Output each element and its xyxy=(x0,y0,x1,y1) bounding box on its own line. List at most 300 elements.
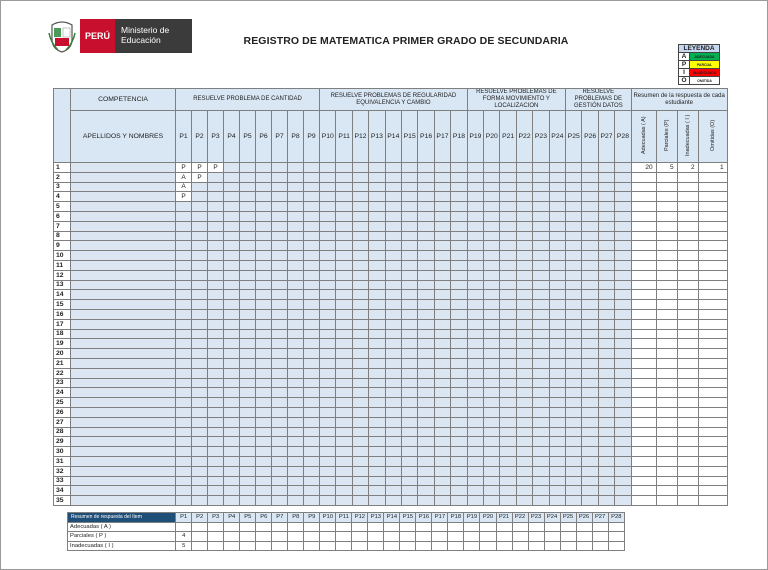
answer-cell[interactable] xyxy=(402,192,418,202)
answer-cell[interactable] xyxy=(288,407,304,417)
student-name-cell[interactable] xyxy=(71,447,176,457)
answer-cell[interactable] xyxy=(467,260,483,270)
answer-cell[interactable] xyxy=(256,358,272,368)
answer-cell[interactable] xyxy=(385,319,401,329)
answer-cell[interactable] xyxy=(598,211,614,221)
answer-cell[interactable] xyxy=(288,319,304,329)
student-name-cell[interactable] xyxy=(71,388,176,398)
answer-cell[interactable] xyxy=(336,329,352,339)
answer-cell[interactable] xyxy=(369,339,385,349)
answer-cell[interactable] xyxy=(176,486,192,496)
answer-cell[interactable] xyxy=(434,368,450,378)
answer-cell[interactable] xyxy=(549,358,565,368)
answer-cell[interactable] xyxy=(272,339,288,349)
answer-cell[interactable] xyxy=(224,241,240,251)
answer-cell[interactable] xyxy=(582,290,598,300)
answer-cell[interactable] xyxy=(451,388,468,398)
answer-cell[interactable] xyxy=(304,388,320,398)
answer-cell[interactable] xyxy=(402,349,418,359)
answer-cell[interactable] xyxy=(516,388,532,398)
answer-cell[interactable] xyxy=(369,300,385,310)
answer-cell[interactable] xyxy=(385,309,401,319)
student-name-cell[interactable] xyxy=(71,202,176,212)
answer-cell[interactable] xyxy=(369,319,385,329)
student-name-cell[interactable] xyxy=(71,182,176,192)
answer-cell[interactable] xyxy=(434,172,450,182)
answer-cell[interactable] xyxy=(533,251,549,261)
answer-cell[interactable] xyxy=(385,260,401,270)
answer-cell[interactable] xyxy=(516,358,532,368)
answer-cell[interactable] xyxy=(256,290,272,300)
answer-cell[interactable] xyxy=(582,476,598,486)
answer-cell[interactable] xyxy=(418,496,434,506)
answer-cell[interactable] xyxy=(256,270,272,280)
answer-cell[interactable] xyxy=(549,339,565,349)
answer-cell[interactable] xyxy=(615,163,631,173)
answer-cell[interactable] xyxy=(336,417,352,427)
answer-cell[interactable] xyxy=(418,182,434,192)
answer-cell[interactable] xyxy=(566,329,582,339)
student-name-cell[interactable] xyxy=(71,309,176,319)
answer-cell[interactable] xyxy=(208,496,224,506)
answer-cell[interactable] xyxy=(385,270,401,280)
answer-cell[interactable] xyxy=(240,368,256,378)
answer-cell[interactable] xyxy=(566,221,582,231)
answer-cell[interactable] xyxy=(582,339,598,349)
answer-cell[interactable] xyxy=(615,496,631,506)
answer-cell[interactable] xyxy=(256,496,272,506)
answer-cell[interactable] xyxy=(352,172,368,182)
answer-cell[interactable] xyxy=(418,260,434,270)
answer-cell[interactable] xyxy=(288,251,304,261)
answer-cell[interactable] xyxy=(418,280,434,290)
answer-cell[interactable] xyxy=(272,192,288,202)
answer-cell[interactable] xyxy=(402,456,418,466)
answer-cell[interactable] xyxy=(582,486,598,496)
answer-cell[interactable] xyxy=(434,427,450,437)
answer-cell[interactable] xyxy=(549,398,565,408)
student-name-cell[interactable] xyxy=(71,270,176,280)
answer-cell[interactable] xyxy=(320,417,336,427)
answer-cell[interactable] xyxy=(272,172,288,182)
answer-cell[interactable] xyxy=(582,398,598,408)
answer-cell[interactable] xyxy=(533,456,549,466)
answer-cell[interactable] xyxy=(385,496,401,506)
answer-cell[interactable] xyxy=(192,192,208,202)
answer-cell[interactable] xyxy=(272,309,288,319)
answer-cell[interactable] xyxy=(467,280,483,290)
answer-cell[interactable] xyxy=(434,378,450,388)
answer-cell[interactable] xyxy=(320,447,336,457)
answer-cell[interactable] xyxy=(272,496,288,506)
answer-cell[interactable] xyxy=(288,329,304,339)
answer-cell[interactable] xyxy=(224,368,240,378)
answer-cell[interactable] xyxy=(272,163,288,173)
answer-cell[interactable] xyxy=(484,231,500,241)
answer-cell[interactable] xyxy=(533,329,549,339)
answer-cell[interactable] xyxy=(484,427,500,437)
answer-cell[interactable] xyxy=(320,486,336,496)
answer-cell[interactable] xyxy=(272,358,288,368)
answer-cell[interactable] xyxy=(208,476,224,486)
student-name-cell[interactable] xyxy=(71,163,176,173)
answer-cell[interactable] xyxy=(352,466,368,476)
answer-cell[interactable] xyxy=(336,349,352,359)
answer-cell[interactable] xyxy=(598,280,614,290)
answer-cell[interactable] xyxy=(176,300,192,310)
answer-cell[interactable] xyxy=(402,486,418,496)
answer-cell[interactable] xyxy=(240,476,256,486)
answer-cell[interactable] xyxy=(385,427,401,437)
answer-cell[interactable] xyxy=(240,300,256,310)
answer-cell[interactable] xyxy=(208,427,224,437)
answer-cell[interactable] xyxy=(549,300,565,310)
answer-cell[interactable] xyxy=(240,466,256,476)
answer-cell[interactable] xyxy=(418,339,434,349)
answer-cell[interactable] xyxy=(176,319,192,329)
answer-cell[interactable] xyxy=(304,270,320,280)
answer-cell[interactable] xyxy=(467,456,483,466)
answer-cell[interactable] xyxy=(516,447,532,457)
answer-cell[interactable] xyxy=(208,466,224,476)
answer-cell[interactable] xyxy=(598,368,614,378)
answer-cell[interactable] xyxy=(352,388,368,398)
answer-cell[interactable] xyxy=(533,241,549,251)
answer-cell[interactable] xyxy=(500,417,516,427)
answer-cell[interactable] xyxy=(615,466,631,476)
answer-cell[interactable] xyxy=(240,251,256,261)
answer-cell[interactable] xyxy=(516,456,532,466)
answer-cell[interactable] xyxy=(192,290,208,300)
answer-cell[interactable] xyxy=(566,300,582,310)
answer-cell[interactable] xyxy=(615,339,631,349)
answer-cell[interactable] xyxy=(549,437,565,447)
student-name-cell[interactable] xyxy=(71,241,176,251)
answer-cell[interactable] xyxy=(484,329,500,339)
student-name-cell[interactable] xyxy=(71,251,176,261)
answer-cell[interactable] xyxy=(566,358,582,368)
answer-cell[interactable] xyxy=(500,388,516,398)
answer-cell[interactable] xyxy=(516,290,532,300)
answer-cell[interactable] xyxy=(516,407,532,417)
answer-cell[interactable] xyxy=(467,221,483,231)
answer-cell[interactable] xyxy=(566,211,582,221)
answer-cell[interactable] xyxy=(418,329,434,339)
answer-cell[interactable] xyxy=(582,182,598,192)
answer-cell[interactable] xyxy=(176,309,192,319)
answer-cell[interactable] xyxy=(549,241,565,251)
answer-cell[interactable] xyxy=(484,251,500,261)
answer-cell[interactable] xyxy=(402,260,418,270)
answer-cell[interactable] xyxy=(208,221,224,231)
answer-cell[interactable] xyxy=(402,417,418,427)
answer-cell[interactable] xyxy=(615,290,631,300)
answer-cell[interactable] xyxy=(533,417,549,427)
answer-cell[interactable] xyxy=(434,447,450,457)
student-name-cell[interactable] xyxy=(71,476,176,486)
answer-cell[interactable] xyxy=(224,427,240,437)
answer-cell[interactable] xyxy=(256,221,272,231)
answer-cell[interactable] xyxy=(549,349,565,359)
answer-cell[interactable] xyxy=(402,309,418,319)
answer-cell[interactable] xyxy=(566,427,582,437)
answer-cell[interactable] xyxy=(288,270,304,280)
student-name-cell[interactable] xyxy=(71,466,176,476)
answer-cell[interactable] xyxy=(352,231,368,241)
answer-cell[interactable] xyxy=(615,300,631,310)
answer-cell[interactable] xyxy=(533,358,549,368)
answer-cell[interactable] xyxy=(516,182,532,192)
answer-cell[interactable] xyxy=(566,417,582,427)
answer-cell[interactable] xyxy=(320,182,336,192)
answer-cell[interactable] xyxy=(352,290,368,300)
answer-cell[interactable] xyxy=(224,466,240,476)
answer-cell[interactable] xyxy=(615,221,631,231)
answer-cell[interactable] xyxy=(467,447,483,457)
answer-cell[interactable] xyxy=(484,466,500,476)
answer-cell[interactable] xyxy=(336,211,352,221)
answer-cell[interactable] xyxy=(500,280,516,290)
answer-cell[interactable] xyxy=(598,241,614,251)
answer-cell[interactable] xyxy=(533,466,549,476)
answer-cell[interactable] xyxy=(549,280,565,290)
answer-cell[interactable] xyxy=(224,398,240,408)
answer-cell[interactable] xyxy=(566,476,582,486)
answer-cell[interactable] xyxy=(352,163,368,173)
answer-cell[interactable] xyxy=(385,368,401,378)
answer-cell[interactable] xyxy=(582,163,598,173)
answer-cell[interactable] xyxy=(385,466,401,476)
answer-cell[interactable] xyxy=(336,221,352,231)
answer-cell[interactable]: P xyxy=(176,163,192,173)
answer-cell[interactable] xyxy=(208,388,224,398)
answer-cell[interactable] xyxy=(402,290,418,300)
answer-cell[interactable] xyxy=(352,437,368,447)
answer-cell[interactable] xyxy=(418,231,434,241)
answer-cell[interactable] xyxy=(352,496,368,506)
answer-cell[interactable] xyxy=(256,417,272,427)
answer-cell[interactable] xyxy=(434,358,450,368)
answer-cell[interactable] xyxy=(272,211,288,221)
answer-cell[interactable] xyxy=(598,290,614,300)
answer-cell[interactable] xyxy=(467,398,483,408)
answer-cell[interactable] xyxy=(451,358,468,368)
answer-cell[interactable] xyxy=(352,417,368,427)
answer-cell[interactable] xyxy=(224,309,240,319)
answer-cell[interactable] xyxy=(256,182,272,192)
answer-cell[interactable] xyxy=(533,270,549,280)
answer-cell[interactable] xyxy=(192,211,208,221)
answer-cell[interactable] xyxy=(272,437,288,447)
answer-cell[interactable] xyxy=(385,437,401,447)
answer-cell[interactable] xyxy=(598,476,614,486)
answer-cell[interactable] xyxy=(500,437,516,447)
answer-cell[interactable] xyxy=(402,280,418,290)
answer-cell[interactable] xyxy=(402,270,418,280)
student-name-cell[interactable] xyxy=(71,437,176,447)
answer-cell[interactable] xyxy=(549,270,565,280)
answer-cell[interactable] xyxy=(336,427,352,437)
answer-cell[interactable] xyxy=(192,437,208,447)
answer-cell[interactable] xyxy=(533,349,549,359)
answer-cell[interactable] xyxy=(402,398,418,408)
answer-cell[interactable] xyxy=(484,260,500,270)
answer-cell[interactable] xyxy=(304,319,320,329)
answer-cell[interactable] xyxy=(336,280,352,290)
answer-cell[interactable] xyxy=(566,437,582,447)
answer-cell[interactable] xyxy=(434,280,450,290)
answer-cell[interactable] xyxy=(256,427,272,437)
answer-cell[interactable] xyxy=(451,202,468,212)
answer-cell[interactable] xyxy=(484,447,500,457)
answer-cell[interactable] xyxy=(385,407,401,417)
answer-cell[interactable] xyxy=(500,202,516,212)
answer-cell[interactable] xyxy=(320,456,336,466)
answer-cell[interactable] xyxy=(516,231,532,241)
answer-cell[interactable] xyxy=(336,486,352,496)
answer-cell[interactable] xyxy=(598,231,614,241)
answer-cell[interactable] xyxy=(516,270,532,280)
answer-cell[interactable] xyxy=(304,486,320,496)
answer-cell[interactable] xyxy=(320,241,336,251)
answer-cell[interactable] xyxy=(500,231,516,241)
answer-cell[interactable] xyxy=(500,300,516,310)
answer-cell[interactable] xyxy=(434,309,450,319)
answer-cell[interactable] xyxy=(451,398,468,408)
answer-cell[interactable] xyxy=(418,358,434,368)
answer-cell[interactable] xyxy=(402,476,418,486)
answer-cell[interactable] xyxy=(582,447,598,457)
answer-cell[interactable] xyxy=(598,388,614,398)
answer-cell[interactable] xyxy=(272,260,288,270)
answer-cell[interactable] xyxy=(533,368,549,378)
student-name-cell[interactable] xyxy=(71,172,176,182)
answer-cell[interactable] xyxy=(467,427,483,437)
answer-cell[interactable] xyxy=(451,241,468,251)
answer-cell[interactable]: P xyxy=(176,192,192,202)
answer-cell[interactable] xyxy=(224,349,240,359)
answer-cell[interactable] xyxy=(467,300,483,310)
answer-cell[interactable] xyxy=(533,496,549,506)
answer-cell[interactable] xyxy=(288,417,304,427)
student-name-cell[interactable] xyxy=(71,486,176,496)
student-name-cell[interactable] xyxy=(71,398,176,408)
answer-cell[interactable] xyxy=(533,486,549,496)
answer-cell[interactable] xyxy=(467,417,483,427)
student-name-cell[interactable] xyxy=(71,427,176,437)
answer-cell[interactable] xyxy=(434,221,450,231)
student-name-cell[interactable] xyxy=(71,368,176,378)
answer-cell[interactable] xyxy=(484,241,500,251)
answer-cell[interactable] xyxy=(582,251,598,261)
answer-cell[interactable] xyxy=(451,349,468,359)
answer-cell[interactable] xyxy=(192,329,208,339)
student-name-cell[interactable] xyxy=(71,211,176,221)
answer-cell[interactable] xyxy=(566,368,582,378)
answer-cell[interactable] xyxy=(224,270,240,280)
answer-cell[interactable] xyxy=(256,280,272,290)
answer-cell[interactable] xyxy=(467,437,483,447)
answer-cell[interactable] xyxy=(467,358,483,368)
answer-cell[interactable] xyxy=(352,407,368,417)
answer-cell[interactable] xyxy=(566,270,582,280)
answer-cell[interactable] xyxy=(176,290,192,300)
answer-cell[interactable] xyxy=(385,211,401,221)
answer-cell[interactable] xyxy=(320,329,336,339)
answer-cell[interactable] xyxy=(549,231,565,241)
answer-cell[interactable] xyxy=(208,231,224,241)
answer-cell[interactable] xyxy=(598,329,614,339)
answer-cell[interactable] xyxy=(500,290,516,300)
answer-cell[interactable] xyxy=(467,251,483,261)
answer-cell[interactable] xyxy=(484,309,500,319)
answer-cell[interactable] xyxy=(533,437,549,447)
answer-cell[interactable] xyxy=(320,476,336,486)
answer-cell[interactable] xyxy=(304,163,320,173)
answer-cell[interactable] xyxy=(176,260,192,270)
answer-cell[interactable] xyxy=(336,407,352,417)
answer-cell[interactable] xyxy=(224,358,240,368)
answer-cell[interactable] xyxy=(272,241,288,251)
answer-cell[interactable] xyxy=(288,192,304,202)
answer-cell[interactable] xyxy=(418,349,434,359)
answer-cell[interactable] xyxy=(434,486,450,496)
answer-cell[interactable] xyxy=(451,211,468,221)
answer-cell[interactable] xyxy=(320,192,336,202)
answer-cell[interactable] xyxy=(385,378,401,388)
answer-cell[interactable] xyxy=(615,172,631,182)
answer-cell[interactable] xyxy=(451,447,468,457)
answer-cell[interactable] xyxy=(582,378,598,388)
answer-cell[interactable] xyxy=(418,378,434,388)
answer-cell[interactable] xyxy=(549,211,565,221)
answer-cell[interactable] xyxy=(402,319,418,329)
answer-cell[interactable] xyxy=(336,437,352,447)
answer-cell[interactable] xyxy=(208,486,224,496)
answer-cell[interactable] xyxy=(418,388,434,398)
answer-cell[interactable] xyxy=(320,368,336,378)
answer-cell[interactable] xyxy=(484,290,500,300)
answer-cell[interactable] xyxy=(418,290,434,300)
student-name-cell[interactable] xyxy=(71,221,176,231)
answer-cell[interactable] xyxy=(272,202,288,212)
answer-cell[interactable] xyxy=(224,447,240,457)
answer-cell[interactable] xyxy=(192,476,208,486)
answer-cell[interactable] xyxy=(304,202,320,212)
answer-cell[interactable] xyxy=(451,319,468,329)
answer-cell[interactable] xyxy=(418,407,434,417)
answer-cell[interactable] xyxy=(224,260,240,270)
answer-cell[interactable] xyxy=(533,221,549,231)
answer-cell[interactable] xyxy=(484,417,500,427)
answer-cell[interactable] xyxy=(272,407,288,417)
answer-cell[interactable] xyxy=(434,300,450,310)
answer-cell[interactable] xyxy=(304,476,320,486)
answer-cell[interactable] xyxy=(272,388,288,398)
answer-cell[interactable] xyxy=(434,437,450,447)
answer-cell[interactable] xyxy=(385,182,401,192)
answer-cell[interactable] xyxy=(352,339,368,349)
answer-cell[interactable] xyxy=(304,496,320,506)
answer-cell[interactable] xyxy=(598,339,614,349)
answer-cell[interactable] xyxy=(272,456,288,466)
answer-cell[interactable] xyxy=(418,319,434,329)
answer-cell[interactable] xyxy=(369,417,385,427)
answer-cell[interactable] xyxy=(516,496,532,506)
answer-cell[interactable] xyxy=(533,300,549,310)
answer-cell[interactable] xyxy=(615,202,631,212)
answer-cell[interactable] xyxy=(582,280,598,290)
